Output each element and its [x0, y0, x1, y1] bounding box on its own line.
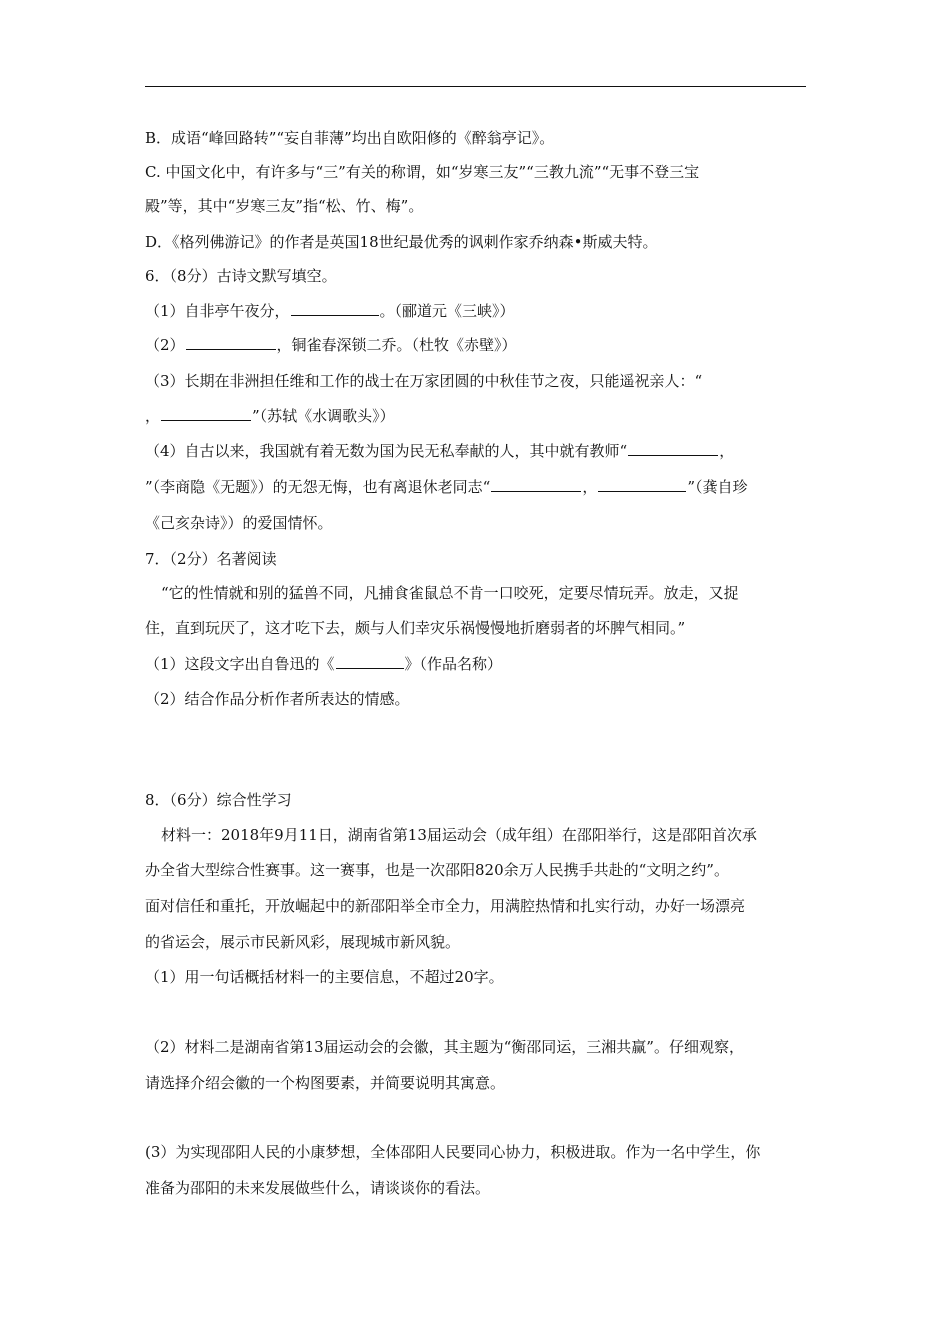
- q6-item4-line1-text: （4）自古以来，我国就有着无数为国为民无私奉献的人，其中就有教师“: [145, 442, 628, 460]
- q8-item3-line1: (3）为实现邵阳人民的小康梦想，全体邵阳人民要同心协力，积极进取。作为一名中学生，你: [145, 1143, 761, 1161]
- header-rule: [145, 86, 806, 87]
- q7-item1-pre: （1）这段文字出自鲁迅的《: [145, 655, 335, 673]
- q6-item4-line1-end: ，: [719, 442, 735, 460]
- q5-option-d: D．《格列佛游记》的作者是英国18世纪最优秀的讽刺作家乔纳森•斯威夫特。: [145, 233, 658, 251]
- q8-material1-line3: 面对信任和重托，开放崛起中的新邵阳举全市全力，用满腔热情和扎实行动，办好一场漂亮: [145, 897, 746, 915]
- q6-item3-line2: [145, 406, 395, 426]
- q6-item2-blank[interactable]: [186, 335, 276, 350]
- q6-title: 6．（8分）古诗文默写填空。: [145, 267, 337, 285]
- q8-item3-line2: 准备为邵阳的未来发展做些什么，请谈谈你的看法。: [145, 1179, 491, 1197]
- q6-item3-post: ”（苏轼《水调歌头》）: [252, 407, 395, 425]
- q6-item4-line1: [145, 441, 734, 461]
- q5-option-c-line1: C. 中国文化中，有许多与“三”有关的称谓，如“岁寒三友”“三教九流”“无事不登三宝: [145, 163, 700, 181]
- q6-item4-line3: 《己亥杂诗》）的爱国情怀。: [145, 514, 333, 532]
- q6-item4-line2-a: ”（李商隐《无题》）的无怨无悔，也有离退休老同志“: [145, 478, 491, 496]
- q6-item2: [145, 335, 517, 355]
- q6-item3-line1: （3）长期在非洲担任维和工作的战士在万家团圆的中秋佳节之夜，只能遥祝亲人：“: [145, 372, 703, 390]
- q8-material1-line1: 材料一：2018年9月11日，湖南省第13届运动会（成年组）在邵阳举行，这是邵阳首次承: [161, 826, 757, 844]
- q8-material1-line4: 的省运会，展示市民新风彩，展现城市新风貌。: [145, 933, 461, 951]
- q7-item1: [145, 654, 502, 674]
- q6-item4-blank3[interactable]: [598, 477, 686, 492]
- q8-item2-line1: （2）材料二是湖南省第13届运动会的会徽，其主题为“衡邵同运，三湘共赢”。仔细观察，: [145, 1038, 744, 1056]
- q7-item1-blank[interactable]: [336, 654, 404, 669]
- q7-title: 7．（2分）名著阅读: [145, 550, 277, 568]
- q7-item2: （2）结合作品分析作者所表达的情感。: [145, 690, 410, 708]
- q8-material1-line2: 办全省大型综合性赛事。这一赛事，也是一次邵阳820余万人民携手共赴的“文明之约”。: [145, 861, 729, 879]
- q6-item4-line2-b: ，: [582, 478, 598, 496]
- q6-item1-pre: （1）自非亭午夜分，: [145, 302, 290, 320]
- q8-item1: （1）用一句话概括材料一的主要信息，不超过20字。: [145, 968, 504, 986]
- q6-item2-pre: （2）: [145, 336, 185, 354]
- q6-item3-pre: ，: [145, 407, 161, 425]
- q8-item2-line2: 请选择介绍会徽的一个构图要素，并简要说明其寓意。: [145, 1074, 506, 1092]
- q5-option-b: B．成语“峰回路转”“妄自菲薄”均出自欧阳修的《醉翁亭记》。: [145, 129, 555, 147]
- q6-item4-line2: [145, 477, 748, 497]
- q8-title: 8．（6分）综合性学习: [145, 791, 292, 809]
- q6-item1-blank[interactable]: [291, 301, 379, 316]
- q6-item4-blank1[interactable]: [628, 441, 718, 456]
- q7-item1-post: 》（作品名称）: [404, 655, 503, 673]
- q6-item3-blank[interactable]: [161, 406, 251, 421]
- q5-option-c-line2: 殿”等，其中“岁寒三友”指“松、竹、梅”。: [145, 197, 424, 215]
- q6-item2-post: ，铜雀春深锁二乔。（杜牧《赤壁》）: [276, 336, 517, 354]
- q6-item1: [145, 301, 515, 321]
- q7-passage-line1: “它的性情就和别的猛兽不同，凡捕食雀鼠总不肯一口咬死，定要尽情玩弄。放走，又捉: [161, 584, 739, 602]
- q6-item4-blank2[interactable]: [491, 477, 581, 492]
- q7-passage-line2: 住，直到玩厌了，这才吃下去，颇与人们幸灾乐祸慢慢地折磨弱者的坏脾气相同。”: [145, 619, 686, 637]
- q6-item1-post: 。（郦道元《三峡》）: [379, 302, 515, 320]
- q6-item4-line2-c: ”（龚自珍: [687, 478, 748, 496]
